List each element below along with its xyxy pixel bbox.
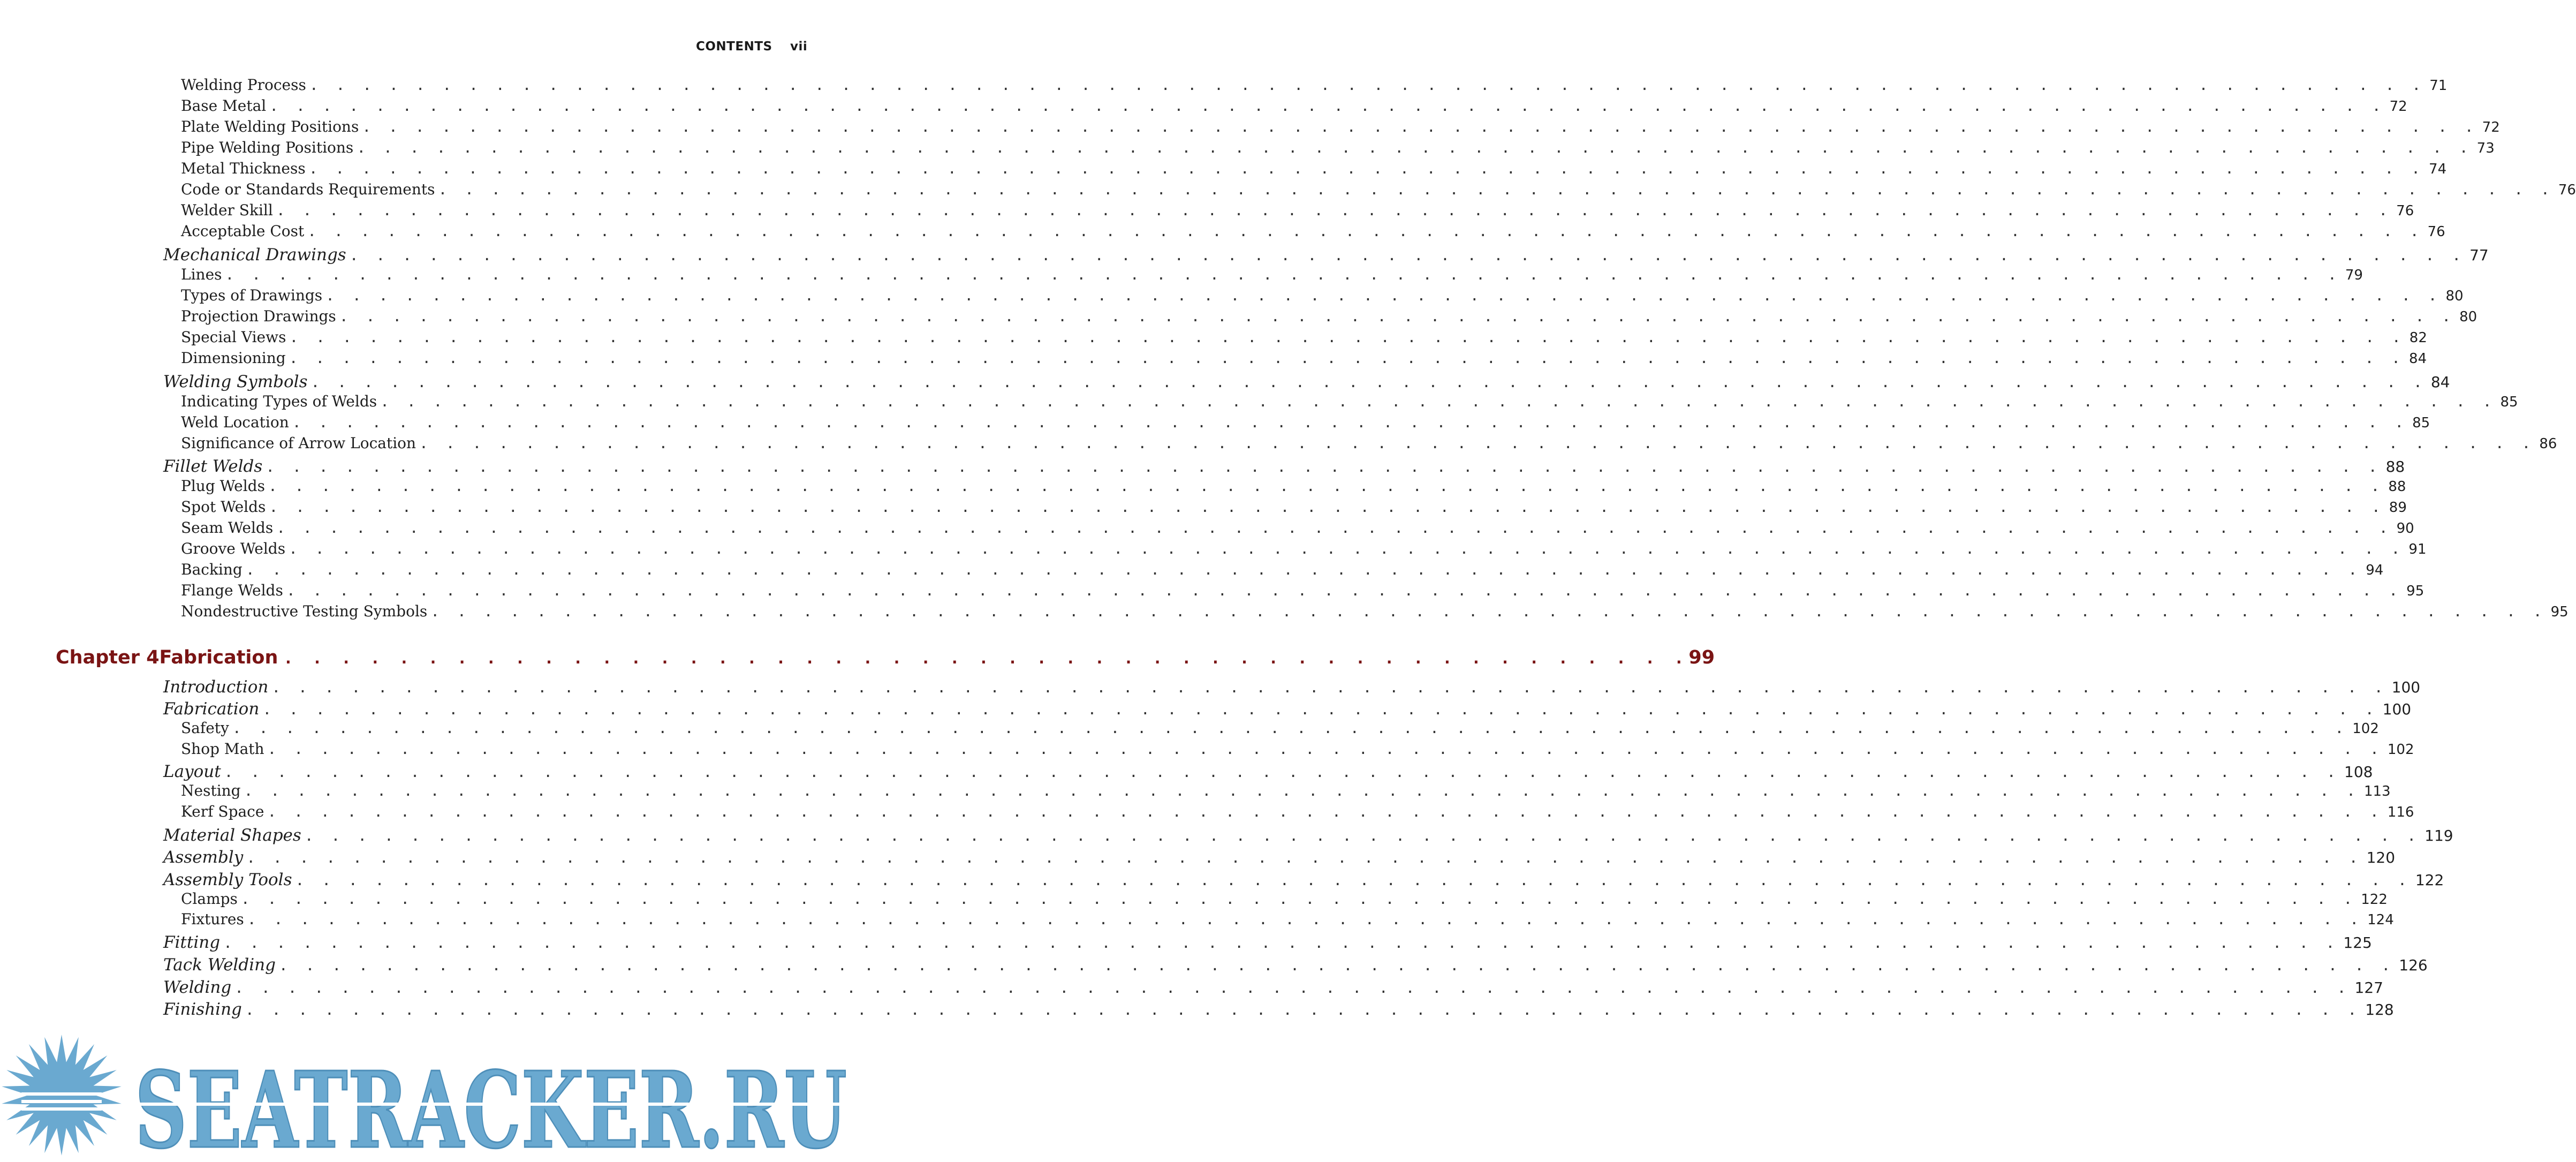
toc-entry-title: Assembly xyxy=(163,848,244,867)
toc-entry-page-number: 72 xyxy=(2482,119,2500,135)
toc-entry-title: Welding xyxy=(163,978,232,997)
toc-entry-page-number: 116 xyxy=(2387,804,2414,820)
toc-entry-page-number: 95 xyxy=(2406,583,2425,599)
toc-entry[interactable] xyxy=(181,582,2425,599)
toc-entry-title: Fabrication xyxy=(163,699,260,719)
toc-entry-page-number: 122 xyxy=(2361,892,2388,908)
toc-entry[interactable] xyxy=(181,393,2518,410)
dot-leader xyxy=(244,910,2363,928)
toc-entry[interactable] xyxy=(163,245,2489,265)
dot-leader xyxy=(264,740,2383,758)
toc-entry[interactable] xyxy=(181,740,2414,758)
toc-entry-title: Assembly Tools xyxy=(163,870,292,889)
dot-leader xyxy=(301,827,2420,844)
toc-entry[interactable] xyxy=(181,307,2477,325)
toc-entry[interactable] xyxy=(163,372,2450,391)
sun-burst-icon xyxy=(2,1035,122,1156)
toc-entry[interactable] xyxy=(181,719,2379,737)
running-header-section: CONTENTS xyxy=(696,40,772,54)
dot-leader xyxy=(229,719,2348,737)
dot-leader xyxy=(353,139,2472,156)
toc-entry-title: Indicating Types of Welds xyxy=(181,393,377,410)
dot-leader xyxy=(243,561,2361,578)
toc-entry[interactable] xyxy=(181,890,2388,908)
toc-entry-page-number: 88 xyxy=(2385,458,2405,476)
toc-entry-title: Types of Drawings xyxy=(181,286,323,304)
running-header-page-number: vii xyxy=(790,40,808,54)
dot-leader xyxy=(304,222,2423,240)
toc-entry[interactable] xyxy=(181,561,2384,578)
toc-entry[interactable] xyxy=(163,978,2383,997)
toc-entry-page-number: 76 xyxy=(2427,224,2445,240)
toc-entry[interactable] xyxy=(181,266,2363,283)
toc-entry[interactable] xyxy=(181,349,2427,367)
toc-entry[interactable] xyxy=(181,97,2407,115)
toc-entry-page-number: 72 xyxy=(2389,99,2407,115)
toc-entry-title: Plug Welds xyxy=(181,477,265,495)
toc-entry[interactable] xyxy=(163,699,2412,719)
toc-entry[interactable] xyxy=(181,413,2430,431)
toc-entry-title: Fixtures xyxy=(181,910,244,928)
toc-entry[interactable] xyxy=(181,519,2414,537)
toc-entry-page-number: 95 xyxy=(2550,604,2569,620)
toc-entry-page-number: 88 xyxy=(2388,479,2406,495)
dot-leader xyxy=(276,956,2395,974)
toc-entry-title: Pipe Welding Positions xyxy=(181,139,354,156)
toc-entry-page-number: 80 xyxy=(2445,288,2464,304)
toc-entry-page-number: 77 xyxy=(2469,246,2489,264)
toc-entry[interactable] xyxy=(163,762,2373,781)
dot-leader xyxy=(322,286,2441,304)
dot-leader xyxy=(273,519,2392,537)
dot-leader xyxy=(285,540,2404,557)
toc-entry[interactable] xyxy=(181,286,2464,304)
toc-entry[interactable] xyxy=(181,434,2557,452)
toc-entry-page-number: 128 xyxy=(2365,1001,2394,1018)
toc-entry-page-number: 113 xyxy=(2363,783,2391,799)
toc-entry-page-number: 94 xyxy=(2366,562,2384,578)
dot-leader xyxy=(231,979,2350,997)
toc-entry-title: Welding Symbols xyxy=(163,372,308,391)
toc-entry[interactable] xyxy=(163,1000,2394,1019)
dot-leader xyxy=(416,434,2535,452)
dot-leader xyxy=(262,458,2381,476)
toc-entry-title: Metal Thickness xyxy=(181,160,306,177)
toc-entry-title: Introduction xyxy=(163,677,269,697)
toc-entry-title: Flange Welds xyxy=(181,582,283,599)
toc-entry-page-number: 71 xyxy=(2429,78,2448,94)
chapter-heading[interactable] xyxy=(56,647,1715,668)
toc-entry-title: Nondestructive Testing Symbols xyxy=(181,602,428,620)
toc-entry-title: Kerf Space xyxy=(181,803,264,820)
toc-entry-page-number: 125 xyxy=(2343,934,2372,952)
toc-entry-page-number: 120 xyxy=(2366,849,2396,866)
toc-entry[interactable] xyxy=(181,910,2394,928)
chapter-page-number: 99 xyxy=(1688,647,1715,668)
dot-leader xyxy=(259,700,2378,718)
dot-leader xyxy=(289,413,2408,431)
toc-entry-title: Layout xyxy=(163,762,221,781)
dot-leader xyxy=(243,849,2362,866)
dot-leader xyxy=(264,803,2383,820)
toc-entry[interactable] xyxy=(163,933,2372,952)
dot-leader xyxy=(238,890,2357,908)
toc-entry-page-number: 82 xyxy=(2409,330,2427,346)
toc-entry-page-number: 127 xyxy=(2354,979,2383,997)
toc-entry[interactable] xyxy=(181,160,2447,177)
toc-entry-page-number: 80 xyxy=(2459,309,2477,325)
toc-entry-title: Safety xyxy=(181,719,229,737)
toc-entry[interactable] xyxy=(181,180,2576,198)
running-header xyxy=(696,40,808,54)
toc-entry-title: Tack Welding xyxy=(163,955,276,975)
toc-entry-title: Finishing xyxy=(163,1000,242,1019)
dot-leader xyxy=(308,373,2427,391)
toc-entry[interactable] xyxy=(181,222,2445,240)
toc-entry[interactable] xyxy=(163,457,2405,476)
dot-leader xyxy=(241,782,2360,799)
toc-entry-page-number: 76 xyxy=(2396,203,2414,219)
toc-entry-page-number: 76 xyxy=(2558,182,2576,198)
dot-leader xyxy=(273,201,2392,219)
toc-entry-title: Nesting xyxy=(181,782,241,799)
dot-leader xyxy=(286,328,2405,346)
toc-entry[interactable] xyxy=(163,870,2444,889)
toc-entry-page-number: 100 xyxy=(2391,678,2421,696)
toc-entry-title: Backing xyxy=(181,561,243,578)
dot-leader xyxy=(220,934,2339,952)
dot-leader xyxy=(336,307,2455,325)
toc-entry-page-number: 74 xyxy=(2429,161,2447,177)
toc-entry-title: Mechanical Drawings xyxy=(163,245,346,265)
dot-leader xyxy=(292,871,2411,889)
toc-entry[interactable] xyxy=(181,540,2427,557)
toc-entry[interactable] xyxy=(181,76,2448,94)
toc-entry-title: Clamps xyxy=(181,890,238,908)
toc-entry-title: Shop Math xyxy=(181,740,264,758)
toc-entry-page-number: 126 xyxy=(2399,956,2428,974)
watermark-text: SEATRACKER.RU xyxy=(135,1049,847,1162)
dot-leader xyxy=(306,160,2425,177)
toc-entry-page-number: 102 xyxy=(2387,742,2414,758)
dot-leader xyxy=(278,649,1688,668)
toc-entry-page-number: 89 xyxy=(2389,500,2407,516)
toc-entry-title: Code or Standards Requirements xyxy=(181,180,435,198)
toc-entry-title: Material Shapes xyxy=(163,826,301,845)
toc-entry-title: Fillet Welds xyxy=(163,457,263,476)
dot-leader xyxy=(346,246,2465,264)
toc-entry-page-number: 100 xyxy=(2382,700,2412,718)
toc-entry[interactable] xyxy=(163,826,2453,845)
dot-leader xyxy=(377,393,2496,410)
toc-entry-page-number: 91 xyxy=(2408,541,2427,557)
dot-leader xyxy=(435,180,2554,198)
chapter-label: Chapter 4 xyxy=(56,647,160,668)
dot-leader xyxy=(266,97,2385,115)
toc-entry-page-number: 85 xyxy=(2412,415,2430,431)
toc-entry-page-number: 79 xyxy=(2345,267,2363,283)
toc-entry[interactable] xyxy=(181,782,2391,799)
toc-entry-title: Welding Process xyxy=(181,76,306,94)
toc-entry-title: Plate Welding Positions xyxy=(181,118,359,135)
toc-entry-page-number: 85 xyxy=(2500,394,2518,410)
dot-leader xyxy=(359,118,2477,135)
toc-entry-page-number: 119 xyxy=(2425,827,2453,844)
toc-entry-title: Dimensioning xyxy=(181,349,286,367)
toc-entry-title: Acceptable Cost xyxy=(181,222,305,240)
dot-leader xyxy=(221,763,2340,781)
toc-entry-title: Base Metal xyxy=(181,97,267,115)
toc-entry[interactable] xyxy=(163,848,2396,867)
toc-entry[interactable] xyxy=(181,201,2414,219)
toc-entry-title: Significance of Arrow Location xyxy=(181,434,416,452)
toc-entry-page-number: 108 xyxy=(2344,763,2373,781)
toc-entry-title: Fitting xyxy=(163,933,221,952)
toc-entry[interactable] xyxy=(181,498,2407,516)
toc-entry-page-number: 73 xyxy=(2476,140,2495,156)
toc-entry-title: Seam Welds xyxy=(181,519,274,537)
toc-entry-title: Special Views xyxy=(181,328,286,346)
toc-entry[interactable] xyxy=(181,477,2406,495)
dot-leader xyxy=(266,498,2384,516)
toc-entry-title: Welder Skill xyxy=(181,201,273,219)
dot-leader xyxy=(283,582,2402,599)
toc-entry-page-number: 90 xyxy=(2396,520,2414,537)
toc-entry[interactable] xyxy=(163,677,2421,697)
dot-leader xyxy=(306,76,2425,94)
dot-leader xyxy=(286,349,2405,367)
dot-leader xyxy=(268,678,2387,696)
toc-entry-page-number: 122 xyxy=(2415,871,2444,889)
dot-leader xyxy=(242,1001,2361,1018)
toc-entry-title: Weld Location xyxy=(181,413,289,431)
toc-entry[interactable] xyxy=(181,602,2569,620)
toc-entry[interactable] xyxy=(181,118,2500,135)
toc-entry-title: Projection Drawings xyxy=(181,307,336,325)
toc-entry[interactable] xyxy=(181,803,2414,820)
toc-entry-page-number: 102 xyxy=(2352,721,2379,737)
toc-entry[interactable] xyxy=(163,955,2428,975)
toc-entry-title: Groove Welds xyxy=(181,540,286,557)
toc-entry-page-number: 86 xyxy=(2539,436,2557,452)
toc-entry[interactable] xyxy=(181,139,2495,156)
dot-leader xyxy=(265,477,2384,495)
toc-entry-title: Lines xyxy=(181,266,222,283)
toc-entry-page-number: 84 xyxy=(2430,373,2450,391)
watermark xyxy=(0,1033,857,1162)
toc-entry-title: Spot Welds xyxy=(181,498,266,516)
toc-entry[interactable] xyxy=(181,328,2427,346)
toc-entry-page-number: 124 xyxy=(2367,912,2394,928)
toc-entry-page-number: 84 xyxy=(2409,351,2427,367)
chapter-title: Fabrication xyxy=(159,647,278,668)
dot-leader xyxy=(222,266,2341,283)
dot-leader xyxy=(427,602,2546,620)
